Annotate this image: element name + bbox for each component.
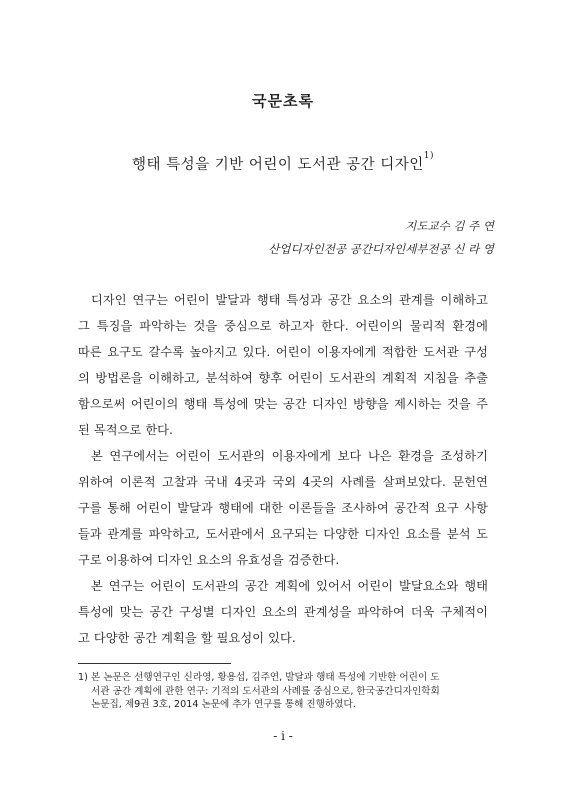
footnote-line: 서관 공간 계획에 관한 연구: 기적의 도서관의 사례를 중심으로, 한국공간디자인학회	[91, 686, 440, 697]
student-line: 산업디자인전공 공간디자인세부전공 신 라 영	[268, 242, 494, 256]
thesis-title-text: 행태 특성을 기반 어린이 도서관 공간 디자인	[131, 157, 424, 173]
body-text-line: 본 연구는 어린이 도서관의 공간 계획에 있어서 어린이 발달요소와 행태	[91, 579, 488, 593]
body-text-line: 특성에 맞는 공간 구성별 디자인 요소의 관계성을 파악하여 더욱 구체적이	[78, 605, 488, 619]
footnote-divider	[78, 663, 231, 664]
body-text-line: 된 목적으로 한다.	[78, 423, 174, 437]
body-text-line: 들과 관계를 파악하고, 도서관에서 요구되는 다양한 디자인 요소를 분석 도	[78, 527, 488, 541]
body-text-line: 의 방법론을 이해하고, 분석하여 향후 어린이 도서관의 계획적 지침을 추출	[78, 371, 488, 385]
page-number: - i -	[273, 729, 293, 743]
body-text-line: 본 연구에서는 어린이 도서관의 이용자에게 보다 나은 환경을 조성하기	[91, 449, 488, 463]
body-text-line: 위하여 이론적 고찰과 국내 4곳과 국외 4곳의 사례를 살펴보았다. 문헌연	[78, 475, 488, 489]
footnote-marker: 1)	[78, 672, 88, 683]
footnote-reference: 1)	[423, 151, 435, 161]
body-text-line: 고 다양한 공간 계획을 할 필요성이 있다.	[78, 631, 296, 645]
body-text-line: 함으로써 어린이의 행태 특성에 맞는 공간 디자인 방향을 제시하는 것을 주	[78, 397, 488, 411]
thesis-title	[0, 153, 566, 174]
advisor-line: 지도교수 김 주 연	[405, 219, 494, 233]
body-text-line: 그 특징을 파악하는 것을 중심으로 하고자 한다. 어린이의 물리적 환경에	[78, 319, 488, 333]
abstract-heading: 국문초록	[252, 92, 314, 110]
body-text-line: 디자인 연구는 어린이 발달과 행태 특성과 공간 요소의 관계를 이해하고	[91, 293, 488, 307]
footnote-line: 본 논문은 선행연구인 신라영, 황용섭, 김주연, 발달과 행태 특성에 기반한 어린이 도	[91, 672, 440, 683]
body-text-line: 따른 요구도 갈수록 높아지고 있다. 어린이 이용자에게 적합한 도서관 구성	[78, 345, 488, 359]
body-text-line: 구로 이용하여 디자인 요소의 유효성을 검증한다.	[78, 553, 340, 567]
footnote-line: 논문집, 제9권 3호, 2014 논문에 추가 연구를 통해 진행하였다.	[91, 699, 356, 710]
body-text-line: 구를 통해 어린이 발달과 행태에 대한 이론들을 조사하여 공간적 요구 사항	[78, 501, 488, 515]
